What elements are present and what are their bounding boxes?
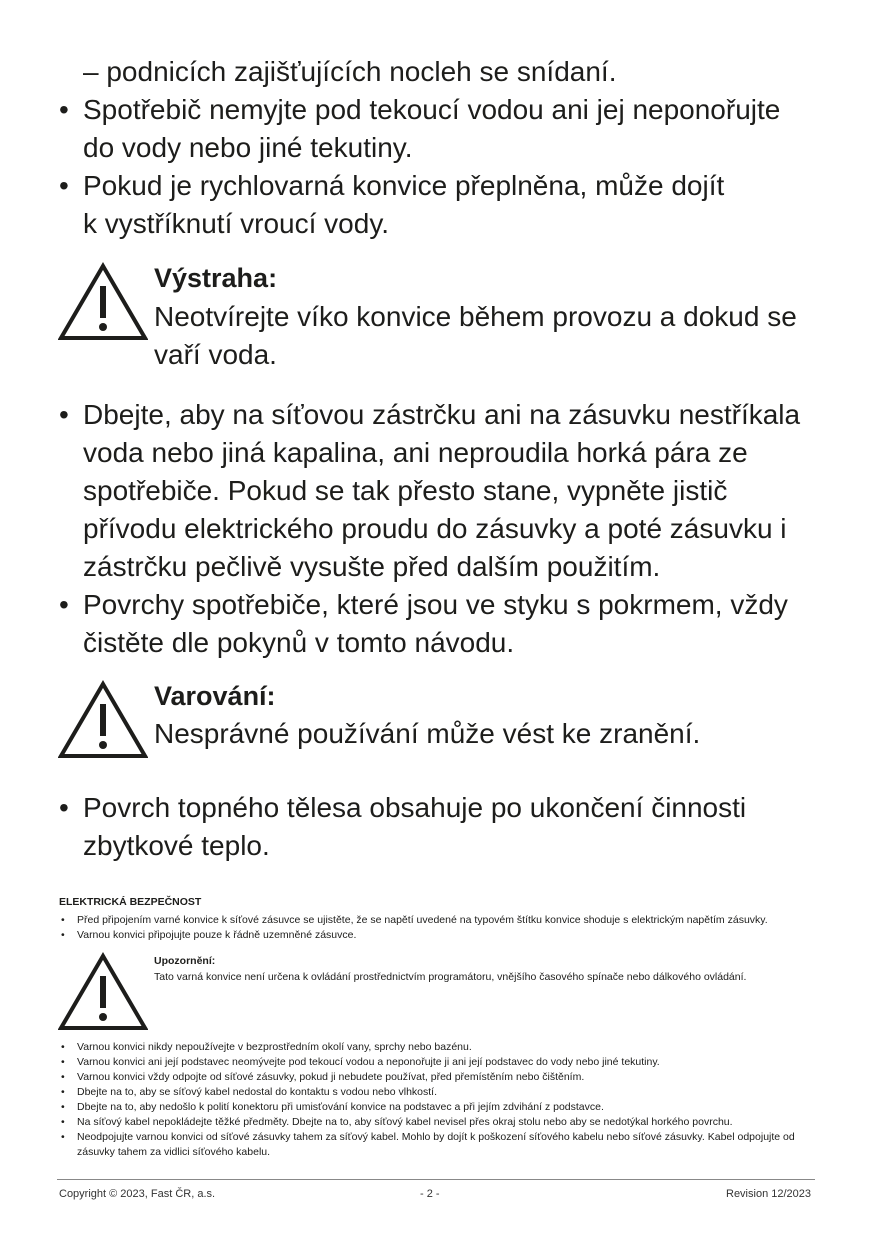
warning-title: Výstraha:	[154, 263, 278, 293]
electric-list-1	[59, 913, 829, 943]
continuation-line: – podnicích zajišťujících nocleh se snídaní.	[83, 56, 617, 87]
warning-title: Varování:	[154, 681, 276, 711]
page-number: - 2 -	[420, 1188, 440, 1200]
lower-bullet-list	[59, 789, 779, 865]
warning-text: Nesprávné používání může vést ke zranění.	[154, 718, 701, 749]
list-item: • Neodpojujte varnou konvici od síťové zásuvky tahem za síťový kabel. Mohlo by dojít k poškození síťového kabelu nebo síťové zásuvky. Kabel odpojujte od zásuvky tahem za vidlici síťového kabelu.	[59, 1130, 819, 1160]
warning-triangle-icon	[58, 952, 148, 1032]
footer-revision: Revision 12/2023	[726, 1188, 812, 1200]
list-item: • Dbejte na to, aby nedošlo k polití konektoru při umisťování konvice na podstavec a při jejím zdvihání z podstavce.	[59, 1100, 819, 1115]
footer-copyright: Copyright © 2023, Fast ČR, a.s.	[59, 1188, 216, 1200]
warning-triangle-icon	[58, 262, 148, 342]
list-item: • Varnou konvici vždy odpojte od síťové zásuvky, pokud ji nebudete používat, před přemístěním nebo čištěním.	[59, 1070, 819, 1085]
warning-text: Neotvírejte víko konvice během provozu a dokud se vaří voda.	[154, 301, 797, 370]
list-item: • Pokud je rychlovarná konvice přeplněna, může dojít k vystříknutí vroucí vody.	[59, 167, 743, 243]
middle-bullet-list	[59, 396, 804, 662]
list-item: • Varnou konvici ani její podstavec neomývejte pod tekoucí vodou a neponořujte ji ani její podstavec do vody nebo jiné tekutiny.	[59, 1055, 819, 1070]
list-item: • Dbejte na to, aby se síťový kabel nedostal do kontaktu s vodou nebo vlhkostí.	[59, 1085, 819, 1100]
section-heading: ELEKTRICKÁ BEZPEČNOST	[59, 896, 202, 908]
top-bullet-list	[59, 91, 799, 243]
list-item: • Před připojením varné konvice k síťové zásuvce se ujistěte, že se napětí uvedené na typovém štítku konvice shoduje s elektrickým napětím zásuvky.	[59, 913, 829, 928]
list-item: • Povrchy spotřebiče, které jsou ve styku s pokrmem, vždy čistěte dle pokynů v tomto návodu.	[59, 586, 804, 662]
list-item: • Spotřebič nemyjte pod tekoucí vodou ani jej neponořujte do vody nebo jiné tekutiny.	[59, 91, 799, 167]
footer-divider	[57, 1179, 815, 1180]
notice-text: Tato varná konvice není určena k ovládání prostřednictvím programátoru, vnějšího časového spínače nebo dálkového ovládání.	[154, 971, 747, 983]
list-item: • Na síťový kabel nepokládejte těžké předměty. Dbejte na to, aby síťový kabel nevisel přes okraj stolu nebo aby se nedotýkal horkého povrchu.	[59, 1115, 819, 1130]
warning-triangle-icon	[58, 680, 148, 760]
notice-title: Upozornění:	[154, 955, 216, 967]
electric-list-2	[59, 1040, 819, 1160]
list-item: • Varnou konvici nikdy nepoužívejte v bezprostředním okolí vany, sprchy nebo bazénu.	[59, 1040, 819, 1055]
list-item: • Varnou konvici připojujte pouze k řádně uzemněné zásuvce.	[59, 928, 829, 943]
list-item: • Povrch topného tělesa obsahuje po ukončení činnosti zbytkové teplo.	[59, 789, 779, 865]
list-item: • Dbejte, aby na síťovou zástrčku ani na zásuvku nestříkala voda nebo jiná kapalina, ani neproudila horká pára ze spotřebiče. Pokud se tak přesto stane, vypněte jistič přívodu elektrického proudu do zásuvky a poté zásuvku i zástrčku pečlivě vysušte před dalším použitím.	[59, 396, 804, 586]
